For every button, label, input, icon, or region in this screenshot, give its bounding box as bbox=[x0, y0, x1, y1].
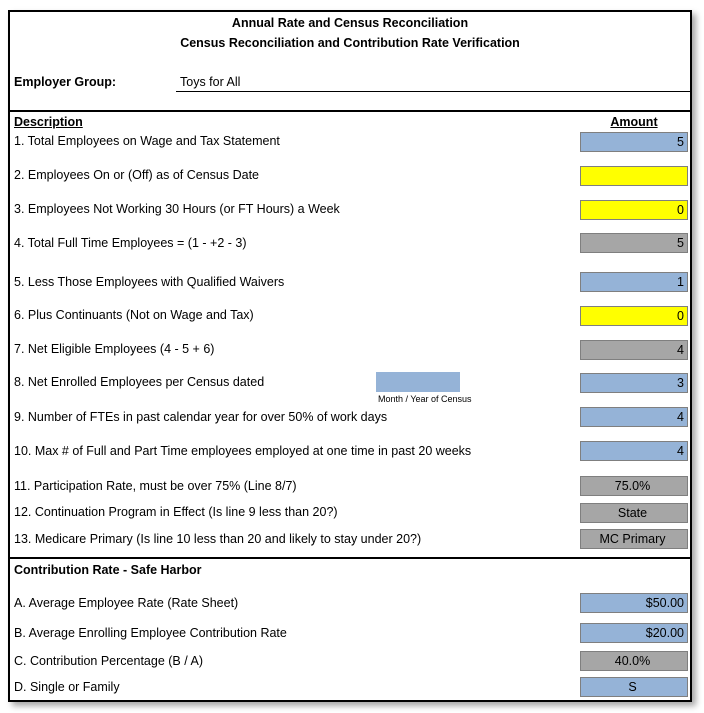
line-6-label: 6. Plus Continuants (Not on Wage and Tax) bbox=[14, 308, 254, 322]
divider bbox=[10, 557, 690, 559]
line-2-amount[interactable] bbox=[580, 166, 688, 186]
sheet-title: Annual Rate and Census Reconciliation bbox=[231, 16, 469, 30]
line-12-label: 12. Continuation Program in Effect (Is line 9 less than 20?) bbox=[14, 505, 338, 519]
line-7-label: 7. Net Eligible Employees (4 - 5 + 6) bbox=[14, 342, 215, 356]
line-a-amount[interactable]: $50.00 bbox=[580, 593, 688, 613]
line-7-amount: 4 bbox=[580, 340, 688, 360]
line-13-label: 13. Medicare Primary (Is line 10 less than 20 and likely to stay under 20?) bbox=[14, 532, 422, 546]
line-b-amount[interactable]: $20.00 bbox=[580, 623, 688, 643]
line-8-label: 8. Net Enrolled Employees per Census dated bbox=[14, 375, 265, 389]
line-b-label: B. Average Enrolling Employee Contribution Rate bbox=[14, 626, 287, 640]
line-10-label: 10. Max # of Full and Part Time employees employed at one time in past 20 weeks bbox=[14, 444, 472, 458]
employer-group-label: Employer Group: bbox=[14, 75, 117, 89]
line-4-label: 4. Total Full Time Employees = (1 - +2 - 3) bbox=[14, 236, 247, 250]
line-1-amount[interactable]: 5 bbox=[580, 132, 688, 152]
line-d-label: D. Single or Family bbox=[14, 680, 120, 694]
sheet-subtitle: Census Reconciliation and Contribution Rate Verification bbox=[180, 36, 520, 50]
line-3-label: 3. Employees Not Working 30 Hours (or FT Hours) a Week bbox=[14, 202, 340, 216]
census-date-caption: Month / Year of Census bbox=[378, 394, 472, 404]
line-c-label: C. Contribution Percentage (B / A) bbox=[14, 654, 203, 668]
amount-header: Amount bbox=[610, 115, 658, 129]
line-11-label: 11. Participation Rate, must be over 75% (Line 8/7) bbox=[14, 479, 297, 493]
line-3-amount[interactable]: 0 bbox=[580, 200, 688, 220]
employer-group-input[interactable]: Toys for All bbox=[176, 74, 692, 92]
divider bbox=[10, 110, 690, 112]
line-5-label: 5. Less Those Employees with Qualified Waivers bbox=[14, 275, 285, 289]
line-9-label: 9. Number of FTEs in past calendar year for over 50% of work days bbox=[14, 410, 388, 424]
line-5-amount[interactable]: 1 bbox=[580, 272, 688, 292]
census-date-input[interactable] bbox=[376, 372, 460, 392]
line-8-amount[interactable]: 3 bbox=[580, 373, 688, 393]
line-9-amount[interactable]: 4 bbox=[580, 407, 688, 427]
line-a-label: A. Average Employee Rate (Rate Sheet) bbox=[14, 596, 239, 610]
line-4-amount: 5 bbox=[580, 233, 688, 253]
line-2-label: 2. Employees On or (Off) as of Census Date bbox=[14, 168, 260, 182]
contribution-heading: Contribution Rate - Safe Harbor bbox=[14, 563, 202, 577]
line-c-amount: 40.0% bbox=[580, 651, 688, 671]
line-11-amount: 75.0% bbox=[580, 476, 688, 496]
line-10-amount[interactable]: 4 bbox=[580, 441, 688, 461]
line-6-amount[interactable]: 0 bbox=[580, 306, 688, 326]
line-12-amount: State bbox=[580, 503, 688, 523]
line-13-amount: MC Primary bbox=[580, 529, 688, 549]
description-header: Description bbox=[14, 115, 83, 129]
reconciliation-sheet bbox=[8, 10, 692, 702]
line-d-amount[interactable]: S bbox=[580, 677, 688, 697]
line-1-label: 1. Total Employees on Wage and Tax Statement bbox=[14, 134, 280, 148]
